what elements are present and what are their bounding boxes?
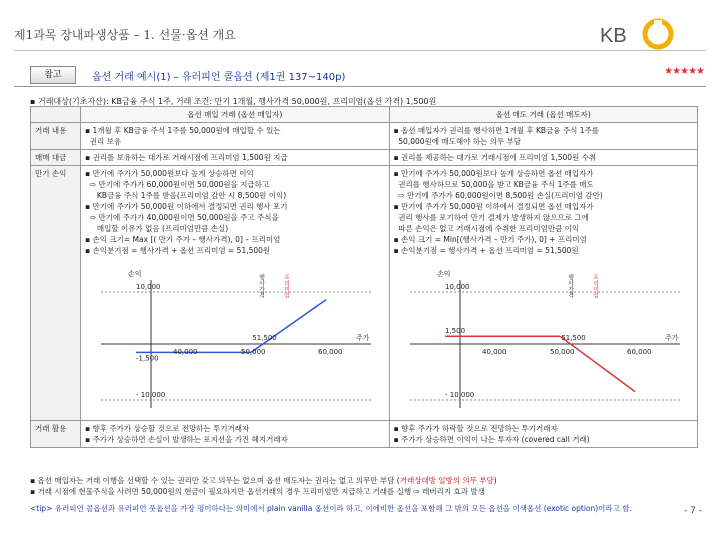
premium-vertical-label: 프리미엄 [282,274,290,298]
seller-cell: ▪ 향후 주가가 하락할 것으로 전망하는 투기거래자 ▪ 주가가 상승하면 이익이 나는 투자자 (covered call 거래) [389,421,698,448]
buyer-chart-cell [81,258,390,421]
title-divider [14,86,706,87]
x-axis-label: 주가 [664,334,679,342]
footnote-2: ▪ 거래 시점에 현물주식을 사려면 50,000원의 현금이 필요하지만 옵션거래의 경우 프리미엄만 지급하고 거래를 실행 ⇨ 레버리지 효과 발생 [30,487,485,496]
row-label: 거래 활용 [31,421,81,448]
strike-vertical-label: 행사가격 [257,274,265,298]
seller-column-header: 옵션 매도 거래 (옵션 매도자) [389,107,698,123]
buyer-payoff-chart [81,258,390,420]
page-number: - 7 - [684,506,702,516]
chart-row [31,258,698,421]
tick-label-top: 10,000 [136,283,161,291]
row-label: 거래 내용 [31,123,81,150]
kb-logo-icon [596,14,706,54]
payoff-slope-segment [251,300,326,353]
tip-note: <tip> 유러피언 콜옵션과 유러피언 풋옵션을 가장 평이하다는 의미에서 plain vanilla 옵션이라 하고, 이에비한 옵션을 포함해 그 밖의 모든 옵션을 이색옵션 (exotic option)이라고 함. [30,504,632,513]
premium-value-label: 1,500 [444,327,465,336]
tick-label-x1: 40,000 [173,348,198,356]
x-axis-label: 주가 [356,334,370,342]
seller-payoff-chart [390,258,699,420]
buyer-cell: ▪ 향후 주가가 상승할 것으로 전망하는 투기거래자 ▪ 주가가 상승하면 손실이 발생하는 포지션을 가진 헤지거래자 [81,421,390,448]
row-label: 만기 손익 [31,166,81,421]
table-row [31,421,698,448]
breakeven-label: 51,500 [252,334,277,342]
table-row [31,150,698,166]
table-row [31,123,698,150]
tick-label-x1: 40,000 [481,348,506,356]
seller-chart-cell [389,258,698,421]
tick-label-x3: 60,000 [318,348,343,356]
buyer-column-header: 옵션 매입 거래 (옵션 매입자) [81,107,390,123]
tick-label-x2: 50,000 [241,348,266,356]
tick-label-bottom: - 10,000 [136,391,166,399]
footnote-1: ▪ 옵션 매입자는 거래 이행을 선택할 수 있는 권리만 갖고 의무는 없으며 옵션 매도자는 권리는 없고 의무만 부담 (거래상대방 일방의 의무 부담) [30,476,497,485]
payoff-slope-segment [560,336,635,391]
slide-title: 옵션 거래 예시(1) – 유러피언 콜옵션 (제1권 137~140p) [92,72,346,83]
tick-label-x2: 50,000 [549,348,574,356]
header-title: 제1과목 장내파생상품 – 1. 선물·옵션 개요 [14,28,236,42]
buyer-cell: ▪ 만기에 주가가 50,000원보다 높게 상승하면 이익 ⇨ 만기에 주가가 60,000원이면 50,000원을 지급하고 KB금융 주식 1주를 받음(프리미엄 감안 시 8,500원 이익) ▪ 만기에 주가가 50,000원 이하에서 결정되면 권리 행사 포기 ⇨ 만기에 주가가 40,000원이면 50,000원을 주고 주식을 매입할 이유가 없음 (프리미엄만큼 손실) ▪ 손익 크기= Max [( 만기 주가 – 행사가격), 0] – 프리미엄 ▪ 손익분기점 = 행사가격 + 옵션 프리미엄 = 51,500원 [81,166,390,259]
y-axis-label: 손익 [436,270,451,278]
premium-value-label: -1,500 [136,354,159,363]
premium-vertical-label: 프리미엄 [591,274,598,298]
seller-cell: ▪ 옵션 매입자가 권리를 행사하면 1개월 후 KB금융 주식 1주를 50,000원에 매도해야 하는 의무 부담 [389,123,698,150]
buyer-cell: ▪ 권리를 보유하는 대가로 거래시점에 프리미엄 1,500원 지급 [81,150,390,166]
trade-condition: ▪ 거래대상(기초자산): KB금융 주식 1주, 거래 조건: 만기 1개월, 행사가격 50,000원, 프리미엄(옵션 가격) 1,500원 [30,97,437,106]
y-axis-label: 손익 [128,270,142,278]
strike-vertical-label: 행사가격 [566,274,573,298]
breakeven-label: 51,500 [560,334,586,342]
tick-label-bottom: - 10,000 [444,391,474,399]
seller-cell: ▪ 권리를 제공하는 대가로 거래시점에 프리미엄 1,500원 수취 [389,150,698,166]
reference-badge: 참고 [30,66,76,84]
importance-stars: ★★★★★ [664,66,704,77]
header-divider [14,50,706,51]
table-row [31,166,698,259]
seller-cell: ▪ 만기에 주가가 50,000원보다 높게 상승하면 옵션 매입자가 권리를 행사하므로 50,000을 받고 KB금융 주식 1주를 매도 ⇨ 만기에 주가가 60,000원이면 8,500원 손실(프리미엄 감안) ▪ 만기에 주가가 50,000원 이하에서 결정되면 옵션 매입자가 권리 행사를 포기하여 만기 결제가 발생하지 않으므로 그에 따른 손익은 없고 거래시점에 수취한 프리미엄만큼 이익 ▪ 손익 크기 = Min[(행사가격 – 만기 주가), 0] + 프리미엄 ▪ 손익분기점 = 행사가격 + 옵션 프리미엄 = 51,500원 [389,166,698,259]
row-label: 매매 대금 [31,150,81,166]
table-header-row [31,107,698,123]
tick-label-x3: 60,000 [626,348,651,356]
buyer-cell: ▪ 1개월 후 KB금융 주식 1주를 50,000원에 매입할 수 있는 권리 보유 [81,123,390,150]
tick-label-top: 10,000 [444,283,469,291]
footnote-highlight: 거래상대방 일방의 의무 부담 [399,476,494,485]
logo-text: KB [600,25,627,47]
option-comparison-table [30,106,698,448]
footnotes [30,475,698,497]
